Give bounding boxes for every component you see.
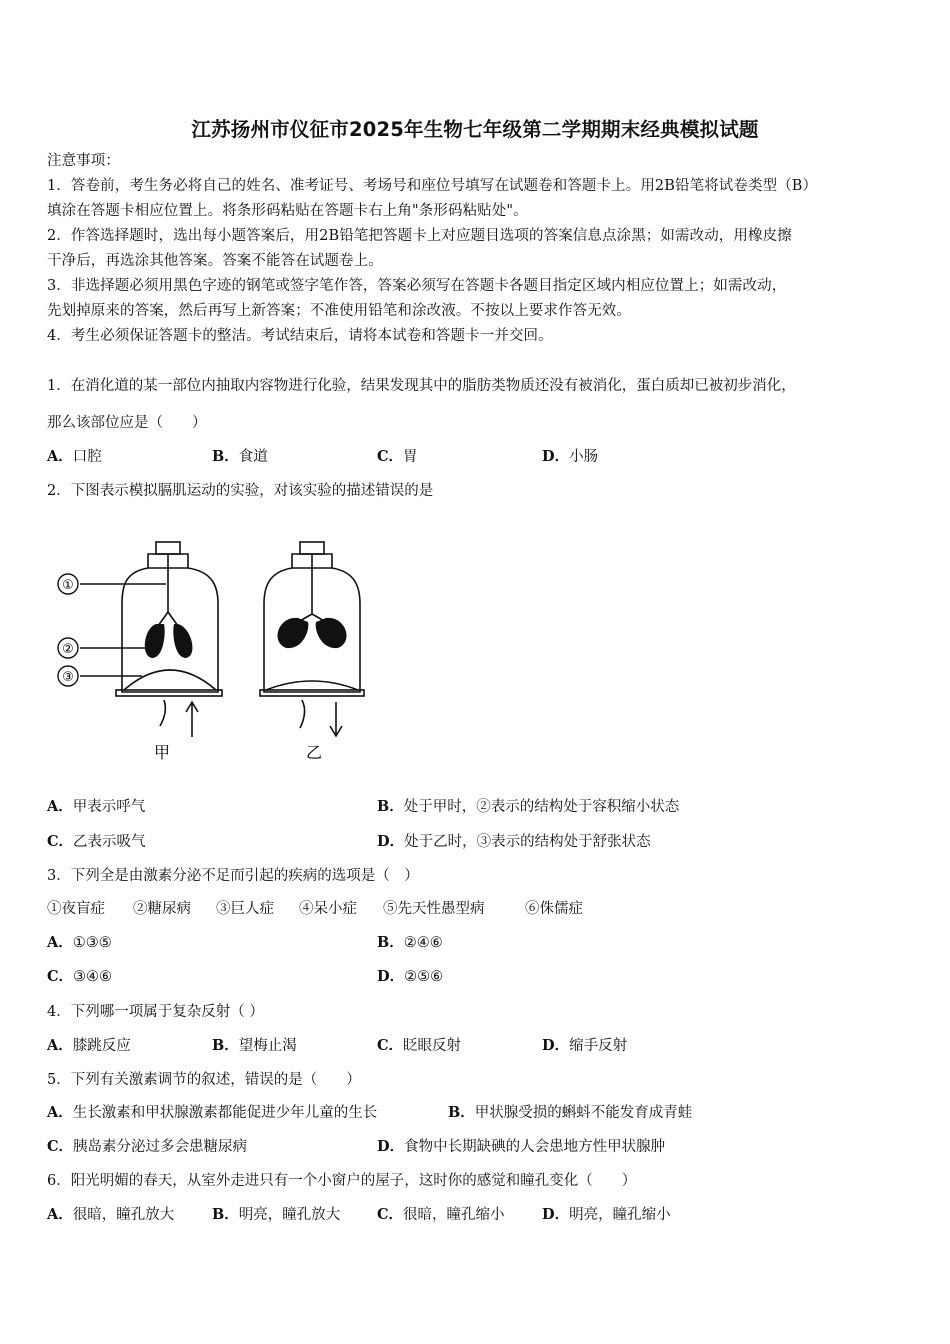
jar-body-left: [122, 568, 218, 692]
q3-item: ⑤先天性愚型病: [383, 901, 485, 917]
q4-option-d: D．缩手反射: [542, 1037, 628, 1054]
q2-option-b: B．处于甲时，②表示的结构处于容积缩小状态: [377, 798, 680, 815]
lung-right-b: [316, 618, 347, 648]
q4-option-b: B．望梅止渴: [212, 1037, 297, 1054]
trachea-right: [298, 554, 326, 622]
q3-item: ④呆小症: [299, 901, 357, 917]
q5-option-d: D．食物中长期缺碘的人会患地方性甲状腺肿: [377, 1138, 666, 1155]
base-right: [260, 690, 364, 696]
question-4-stem: 4．下列哪一项属于复杂反射（ ）: [47, 1004, 264, 1020]
diaphragm-model-figure: [52, 532, 372, 772]
q6-option-b: B．明亮，瞳孔放大: [212, 1206, 341, 1223]
diaphragm-right: [266, 681, 358, 690]
question-2-stem: 2．下图表示模拟膈肌运动的实验，对该实验的描述错误的是: [47, 483, 434, 499]
notice-line: 4．考生必须保证答题卡的整洁。考试结束后，请将本试卷和答题卡一并交回。: [47, 328, 553, 344]
q1-option-b: B．食道: [212, 448, 268, 465]
q3-item: ①夜盲症: [47, 901, 105, 917]
q3-item: ⑥侏儒症: [525, 901, 583, 917]
label-1: ①: [62, 578, 74, 593]
hand-right: [300, 700, 305, 728]
q5-option-b: B．甲状腺受损的蝌蚪不能发育成青蛙: [448, 1104, 693, 1121]
stopper-left: [156, 542, 180, 554]
q2-option-c: C．乙表示吸气: [47, 833, 146, 850]
q6-option-c: C．很暗，瞳孔缩小: [377, 1206, 505, 1223]
notice-line: 干净后，再选涂其他答案。答案不能答在试题卷上。: [47, 253, 383, 269]
q1-option-a: A．口腔: [47, 448, 102, 465]
lung-right-a: [277, 618, 308, 648]
q3-option-b: B．②④⑥: [377, 934, 443, 951]
q2-option-d: D．处于乙时，③表示的结构处于舒张状态: [377, 833, 651, 850]
notice-line: 填涂在答题卡相应位置上。将条形码粘贴在答题卡右上角"条形码粘贴处"。: [47, 203, 528, 219]
notice-line: 3．非选择题必须用黑色字迹的钢笔或签字笔作答，答案必须写在答题卡各题目指定区域内相应位置上；如需改动，: [47, 278, 787, 294]
q6-option-a: A．很暗，瞳孔放大: [47, 1206, 175, 1223]
label-2: ②: [62, 642, 74, 657]
notice-line: 先划掉原来的答案，然后再写上新答案；不准使用铅笔和涂改液。不按以上要求作答无效。: [47, 303, 631, 319]
base-left: [116, 690, 222, 696]
q6-option-d: D．明亮，瞳孔缩小: [542, 1206, 671, 1223]
notice-line: 1．答卷前，考生务必将自己的姓名、准考证号、考场号和座位号填写在试题卷和答题卡上。用2B铅笔将试卷类型（B）: [47, 178, 818, 194]
question-1-stem-cont: 那么该部位应是（ ）: [47, 415, 207, 431]
notice-heading: 注意事项：: [47, 153, 120, 169]
diaphragm-left: [124, 670, 216, 690]
hand-left: [160, 700, 165, 726]
notice-line: 2．作答选择题时，选出每小题答案后，用2B铅笔把答题卡上对应题目选项的答案信息点涂黑；如需改动，用橡皮擦: [47, 228, 792, 244]
q5-option-a: A．生长激素和甲状腺激素都能促进少年儿童的生长: [47, 1104, 378, 1121]
q3-option-c: C．③④⑥: [47, 968, 113, 985]
q3-item: ②糖尿病: [133, 901, 191, 917]
lung-left-a: [145, 624, 165, 658]
question-6-stem: 6．阳光明媚的春天，从室外走进只有一个小窗户的屋子，这时你的感觉和瞳孔变化（ ）: [47, 1173, 637, 1189]
label-3: ③: [62, 670, 74, 685]
exam-title: 江苏扬州市仪征市2025年生物七年级第二学期期末经典模拟试题: [191, 118, 759, 141]
lung-left-b: [173, 624, 192, 658]
question-5-stem: 5．下列有关激素调节的叙述，错误的是（ ）: [47, 1072, 361, 1088]
q3-option-d: D．②⑤⑥: [377, 968, 444, 985]
caption-jia: 甲: [153, 743, 171, 762]
q3-option-a: A．①③⑤: [47, 934, 112, 951]
q1-option-c: C．胃: [377, 448, 418, 465]
q4-option-c: C．眨眼反射: [377, 1037, 462, 1054]
question-3-stem: 3．下列全是由激素分泌不足而引起的疾病的选项是（ ）: [47, 868, 419, 884]
trachea-left: [158, 554, 178, 626]
caption-yi: 乙: [305, 743, 323, 762]
arrow-down: [330, 702, 342, 736]
q3-item: ③巨人症: [216, 901, 274, 917]
q1-option-d: D．小肠: [542, 448, 599, 465]
q2-option-a: A．甲表示呼气: [47, 798, 146, 815]
question-1-stem: 1．在消化道的某一部位内抽取内容物进行化验，结果发现其中的脂肪类物质还没有被消化，蛋白质却已被初步消化，: [47, 378, 796, 394]
q4-option-a: A．膝跳反应: [47, 1037, 131, 1054]
stopper-right: [300, 542, 324, 554]
q5-option-c: C．胰岛素分泌过多会患糖尿病: [47, 1138, 248, 1155]
arrow-up: [186, 702, 198, 737]
